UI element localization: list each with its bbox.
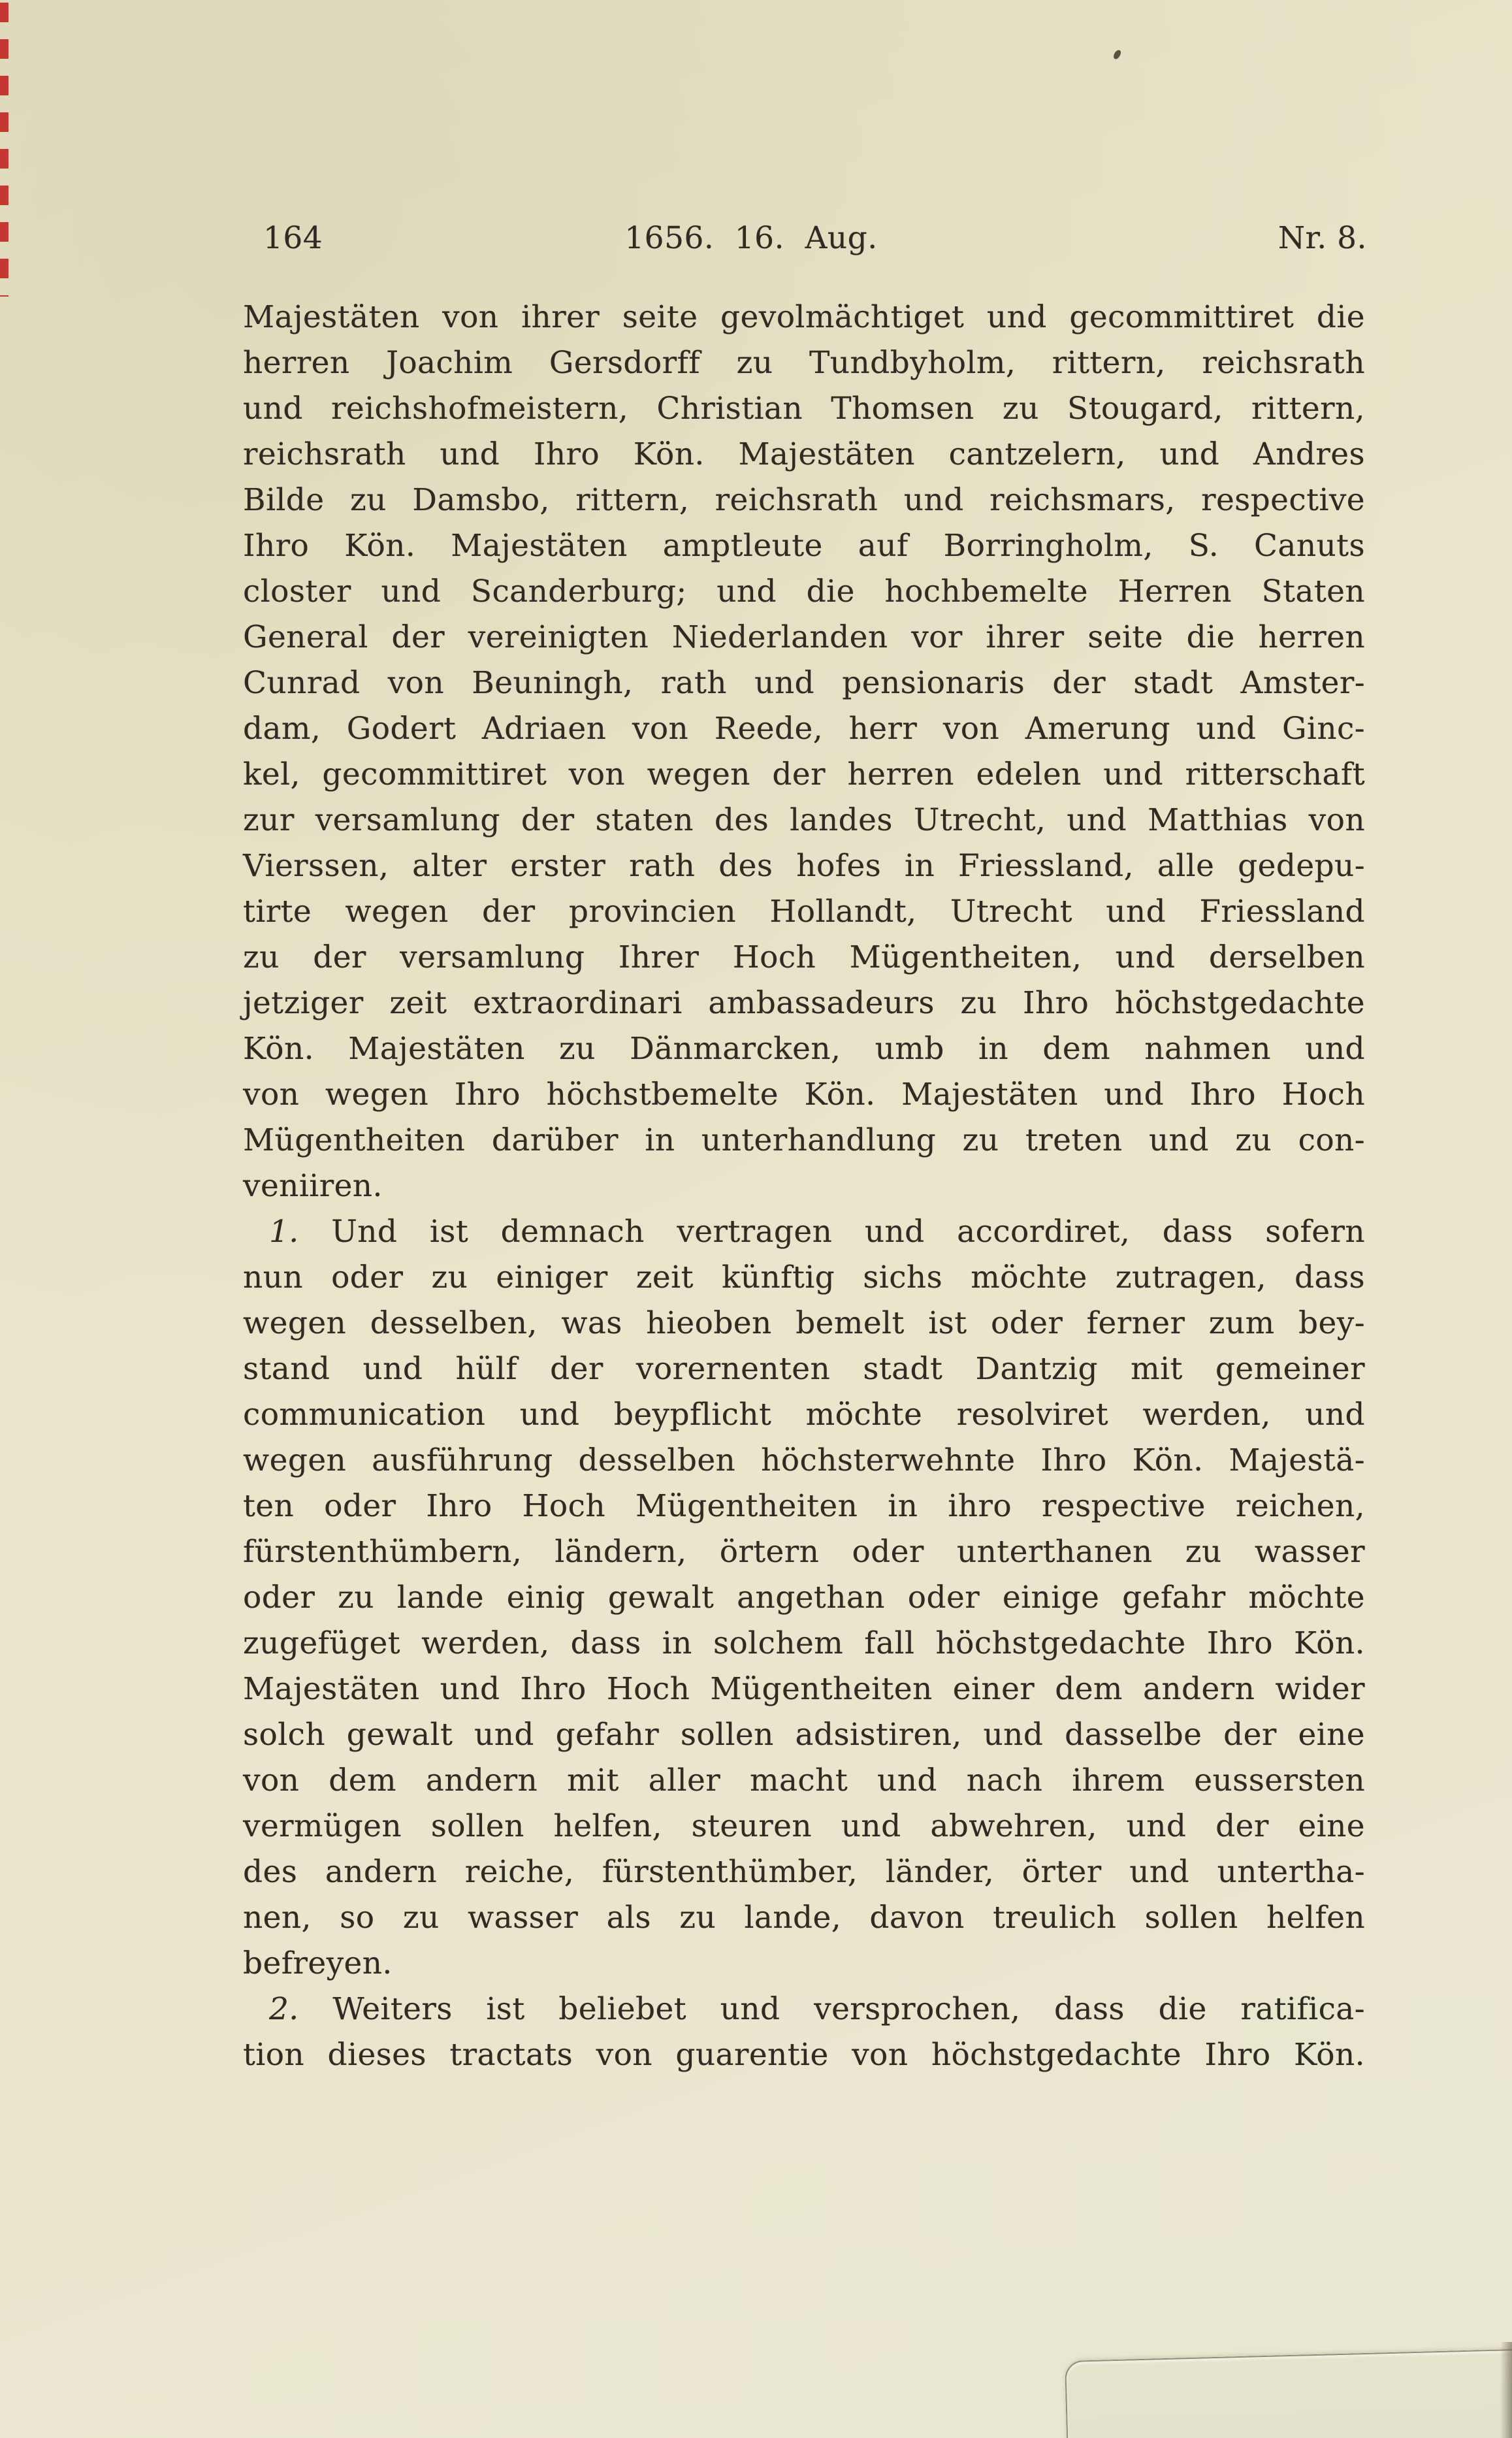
text-line: Ihro Kön. Majestäten amptleute auf Borringholm, S. Canuts xyxy=(243,528,1365,564)
text-line: Vierssen, alter erster rath des hofes in Friessland, alle gedepu- xyxy=(243,848,1365,884)
text-line: fürstenthümbern, ländern, örtern oder unterthanen zu wasser xyxy=(243,1534,1365,1570)
text-line: tirte wegen der provincien Hollandt, Utrecht und Friessland xyxy=(243,894,1365,930)
text-line: oder zu lande einig gewalt angethan oder einige gefahr möchte xyxy=(243,1580,1365,1616)
body-text xyxy=(243,295,1365,2078)
page-number: 164 xyxy=(263,220,323,256)
text-line: von wegen Ihro höchstbemelte Kön. Majestäten und Ihro Hoch xyxy=(243,1077,1365,1113)
text-line: herren Joachim Gersdorff zu Tundbyholm, rittern, reichsrath xyxy=(243,345,1365,381)
text-line: nen, so zu wasser als zu lande, davon treulich sollen helfen xyxy=(243,1900,1365,1936)
text-line: Majestäten und Ihro Hoch Mügentheiten einer dem andern wider xyxy=(243,1671,1365,1707)
text-line xyxy=(243,1209,1365,1255)
text-line: nun oder zu einiger zeit künftig sichs möchte zutragen, dass xyxy=(243,1260,1365,1295)
text-line: jetziger zeit extraordinari ambassadeurs zu Ihro höchstgedachte xyxy=(243,985,1365,1021)
text-line: des andern reiche, fürstenthümber, länder, örter und untertha- xyxy=(243,1854,1365,1890)
text-line: ten oder Ihro Hoch Mügentheiten in ihro respective reichen, xyxy=(243,1488,1365,1524)
text-line: Bilde zu Damsbo, rittern, reichsrath und reichsmars, respective xyxy=(243,482,1365,518)
paragraph-text: Und ist demnach vertragen und accordiret, dass sofern xyxy=(331,1214,1365,1250)
text-line: Kön. Majestäten zu Dänmarcken, umb in dem nahmen und xyxy=(243,1031,1365,1067)
text-line: zur versamlung der staten des landes Utrecht, und Matthias von xyxy=(243,802,1365,838)
text-line: wegen desselben, was hieoben bemelt ist oder ferner zum bey- xyxy=(243,1305,1365,1341)
number-heading: Nr. 8. xyxy=(1278,220,1367,256)
paragraph-number: 2. xyxy=(269,1991,299,2027)
text-line: tion dieses tractats von guarentie von höchstgedachte Ihro Kön. xyxy=(243,2037,1365,2073)
text-line: solch gewalt und gefahr sollen adsistiren, und dasselbe der eine xyxy=(243,1717,1365,1753)
text-line: von dem andern mit aller macht und nach ihrem eussersten xyxy=(243,1763,1365,1798)
text-line: veniiren. xyxy=(243,1168,383,1204)
text-line: communication und beypflicht möchte resolviret werden, und xyxy=(243,1397,1365,1433)
text-line xyxy=(243,1987,1365,2032)
paragraph-text: Weiters ist beliebet und versprochen, dass die ratifica- xyxy=(332,1991,1365,2027)
text-line: reichsrath und Ihro Kön. Majestäten cantzelern, und Andres xyxy=(243,436,1365,472)
red-edge-marks xyxy=(0,3,8,297)
date-heading: 1656. 16. Aug. xyxy=(624,220,878,256)
ink-speck xyxy=(1112,49,1121,60)
text-line: zugefüget werden, dass in solchem fall höchstgedachte Ihro Kön. xyxy=(243,1625,1365,1661)
text-line: stand und hülf der vorernenten stadt Dantzig mit gemeiner xyxy=(243,1351,1365,1387)
text-line: zu der versamlung Ihrer Hoch Mügentheiten, und derselben xyxy=(243,939,1365,975)
text-line: befreyen. xyxy=(243,1945,393,1981)
text-line: Majestäten von ihrer seite gevolmächtiget und gecommittiret die xyxy=(243,299,1365,335)
corner-card xyxy=(1065,2347,1512,2438)
text-line: vermügen sollen helfen, steuren und abwehren, und der eine xyxy=(243,1808,1365,1844)
text-line: Cunrad von Beuningh, rath und pensionaris der stadt Amster- xyxy=(243,665,1365,701)
text-line: dam, Godert Adriaen von Reede, herr von Amerung und Ginc- xyxy=(243,711,1365,747)
text-line: General der vereinigten Niederlanden vor ihrer seite die herren xyxy=(243,619,1365,655)
text-line: und reichshofmeistern, Christian Thomsen zu Stougard, rittern, xyxy=(243,391,1365,427)
text-line: Mügentheiten darüber in unterhandlung zu treten und zu con- xyxy=(243,1122,1365,1158)
paragraph-number: 1. xyxy=(269,1214,299,1250)
text-line: closter und Scanderburg; und die hochbemelte Herren Staten xyxy=(243,574,1365,610)
page-edge-shadow xyxy=(1500,2342,1512,2438)
text-line: wegen ausführung desselben höchsterwehnte Ihro Kön. Majestä- xyxy=(243,1442,1365,1478)
text-line: kel, gecommittiret von wegen der herren edelen und ritterschaft xyxy=(243,756,1365,792)
